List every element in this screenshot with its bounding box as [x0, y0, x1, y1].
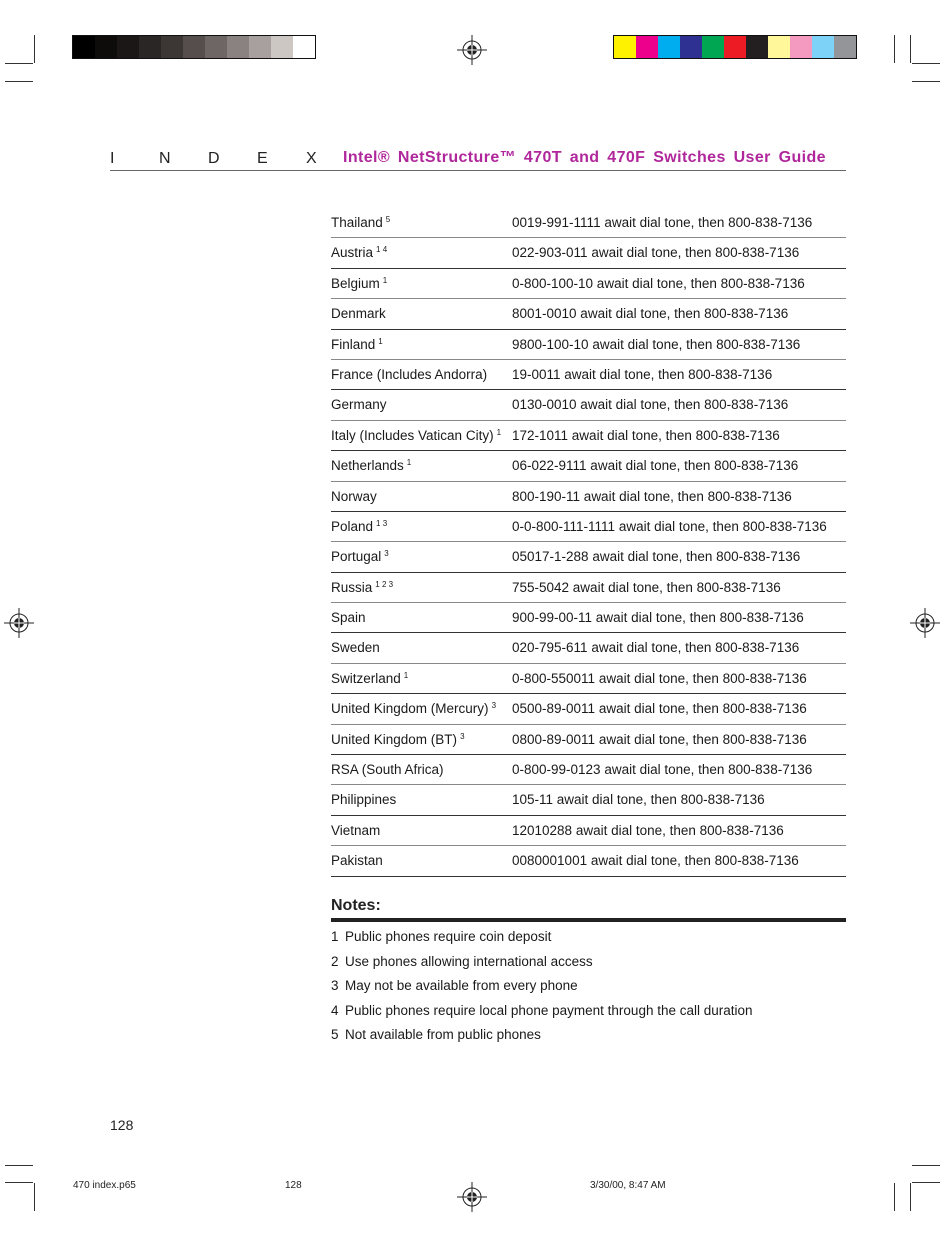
index-letter: X — [306, 150, 317, 167]
country-cell — [331, 853, 386, 868]
table-row — [331, 694, 846, 724]
footnote-ref: 1 — [403, 670, 409, 680]
color-swatch — [117, 36, 139, 58]
country-cell — [331, 732, 465, 747]
footnote-ref: 1 4 — [376, 245, 388, 255]
notes-list — [331, 929, 753, 1052]
dial-code-cell: 06-022-9111 await dial tone, then 800-838-7136 — [512, 458, 799, 474]
registration-mark-icon — [457, 35, 487, 65]
table-row — [331, 755, 846, 785]
footnote-ref: 1 — [378, 336, 383, 346]
table-row — [331, 269, 846, 299]
footnote-ref: 1 — [406, 458, 412, 468]
color-bar — [613, 35, 857, 59]
table-row — [331, 451, 846, 481]
color-swatch — [249, 36, 271, 58]
table-row — [331, 603, 846, 633]
dial-code-cell: 0-800-550011 await dial tone, then 800-838-7136 — [512, 670, 807, 686]
table-row — [331, 725, 846, 755]
footnote-ref: 1 — [382, 275, 388, 285]
footnote-ref: 3 — [460, 731, 465, 741]
dial-code-cell: 9800-100-10 await dial tone, then 800-838-7136 — [512, 336, 801, 352]
country-name: RSA (South Africa) — [331, 762, 444, 778]
registration-mark-icon — [4, 608, 34, 638]
dial-code-cell: 0800-89-0011 await dial tone, then 800-838-7136 — [512, 731, 807, 747]
slug-timestamp: 3/30/00, 8:47 AM — [590, 1180, 666, 1191]
table-row — [331, 573, 846, 603]
color-swatch — [702, 36, 724, 58]
table-row — [331, 299, 846, 329]
color-swatch — [227, 36, 249, 58]
table-row — [331, 330, 846, 360]
note-text: May not be available from every phone — [345, 978, 578, 994]
table-row — [331, 390, 846, 420]
country-name: Philippines — [331, 792, 397, 808]
registration-mark-icon — [457, 1182, 487, 1212]
country-name: Thailand — [331, 215, 383, 230]
note-item — [331, 929, 753, 954]
footnote-ref: 3 — [384, 549, 389, 559]
dial-code-cell: 0080001001 await dial tone, then 800-838-7136 — [512, 853, 799, 869]
dial-code-cell: 172-1011 await dial tone, then 800-838-7136 — [512, 427, 780, 443]
country-cell — [331, 458, 411, 473]
country-name: Vietnam — [331, 822, 381, 838]
footnote-ref: 5 — [385, 215, 391, 224]
color-swatch — [293, 36, 315, 58]
country-name: Italy (Includes Vatican City) — [331, 427, 494, 443]
crop-mark — [34, 1183, 35, 1211]
guide-title: Intel® NetStructure™ 470T and 470F Switches User Guide — [343, 149, 826, 166]
color-swatch — [834, 36, 856, 58]
country-cell — [331, 580, 393, 595]
table-row — [331, 664, 846, 694]
crop-mark — [912, 81, 940, 82]
country-name: Pakistan — [331, 853, 383, 869]
table-row — [331, 208, 846, 238]
color-swatch — [161, 36, 183, 58]
table-row — [331, 846, 846, 876]
index-label — [110, 150, 355, 168]
footnote-ref: 3 — [491, 701, 497, 711]
dial-code-cell: 0-800-99-0123 await dial tone, then 800-838-7136 — [512, 762, 813, 778]
color-swatch — [95, 36, 117, 58]
country-cell — [331, 306, 389, 321]
country-name: Sweden — [331, 640, 380, 656]
crop-mark — [910, 1183, 911, 1211]
crop-mark — [912, 1182, 940, 1183]
note-text: Public phones require local phone payment through the call duration — [345, 1002, 753, 1018]
country-cell — [331, 215, 390, 230]
color-swatch — [724, 36, 746, 58]
slug-page: 128 — [285, 1180, 302, 1191]
dial-code-cell: 0130-0010 await dial tone, then 800-838-7136 — [512, 397, 789, 413]
dial-code-cell: 8001-0010 await dial tone, then 800-838-7136 — [512, 306, 789, 322]
color-swatch — [746, 36, 768, 58]
footnote-ref: 1 3 — [376, 518, 388, 528]
dial-code-cell: 755-5042 await dial tone, then 800-838-7136 — [512, 579, 781, 595]
color-swatch — [139, 36, 161, 58]
note-item — [331, 1027, 753, 1052]
country-name: Finland — [331, 336, 376, 352]
crop-mark — [5, 1182, 33, 1183]
color-swatch — [790, 36, 812, 58]
country-cell — [331, 823, 383, 838]
country-cell — [331, 519, 387, 534]
country-cell — [331, 610, 369, 625]
dial-code-cell: 0-800-100-10 await dial tone, then 800-838-7136 — [512, 275, 805, 291]
dial-code-cell: 12010288 await dial tone, then 800-838-7136 — [512, 822, 784, 838]
crop-mark — [5, 81, 33, 82]
country-cell — [331, 367, 490, 382]
table-row — [331, 633, 846, 663]
color-swatch — [812, 36, 834, 58]
page-number: 128 — [110, 1117, 134, 1133]
grayscale-bar — [72, 35, 316, 59]
country-name: Netherlands — [331, 458, 404, 474]
country-name: Belgium — [331, 275, 380, 291]
crop-mark — [5, 63, 33, 64]
crop-mark — [5, 1165, 33, 1166]
country-cell — [331, 701, 496, 716]
note-item — [331, 1003, 753, 1028]
note-text: Not available from public phones — [345, 1027, 541, 1043]
footnote-ref: 1 2 3 — [375, 579, 394, 589]
dial-code-cell: 0-0-800-111-1111 await dial tone, then 800-838-7136 — [512, 518, 827, 534]
dial-code-cell: 0019-991-1111 await dial tone, then 800-838-7136 — [512, 215, 813, 230]
crop-mark — [894, 1183, 895, 1211]
header-rule — [110, 170, 846, 171]
country-cell — [331, 397, 390, 412]
dial-code-cell: 022-903-011 await dial tone, then 800-838-7136 — [512, 245, 800, 261]
index-letter: N — [159, 150, 171, 167]
notes-heading: Notes: — [331, 897, 381, 914]
country-cell — [331, 640, 383, 655]
table-row — [331, 816, 846, 846]
country-name: Russia — [331, 579, 373, 595]
color-swatch — [183, 36, 205, 58]
country-name: Poland — [331, 518, 374, 534]
country-name: Austria — [331, 245, 374, 261]
color-swatch — [271, 36, 293, 58]
country-name: United Kingdom (Mercury) — [331, 701, 489, 717]
country-name: Portugal — [331, 549, 382, 565]
registration-mark-icon — [910, 608, 940, 638]
table-row — [331, 360, 846, 390]
country-cell — [331, 276, 387, 291]
note-text: Public phones require coin deposit — [345, 929, 552, 944]
note-text: Use phones allowing international access — [345, 953, 593, 969]
country-cell — [331, 549, 389, 564]
crop-mark — [912, 63, 940, 64]
note-number: 3 — [331, 978, 339, 994]
table-row — [331, 238, 846, 268]
dial-code-cell: 19-0011 await dial tone, then 800-838-7136 — [512, 366, 773, 382]
dial-code-cell: 900-99-00-11 await dial tone, then 800-838-7136 — [512, 610, 804, 626]
country-cell — [331, 489, 380, 504]
color-swatch — [680, 36, 702, 58]
crop-mark — [894, 35, 895, 63]
note-item — [331, 978, 753, 1003]
color-swatch — [636, 36, 658, 58]
note-number: 1 — [331, 929, 339, 944]
crop-mark — [34, 35, 35, 63]
country-cell — [331, 792, 399, 807]
note-number: 5 — [331, 1027, 339, 1043]
country-cell — [331, 245, 387, 260]
country-cell — [331, 428, 501, 443]
dial-code-cell: 020-795-611 await dial tone, then 800-838-7136 — [512, 640, 800, 656]
country-cell — [331, 762, 447, 777]
country-name: Germany — [331, 397, 387, 413]
color-swatch — [73, 36, 95, 58]
color-swatch — [205, 36, 227, 58]
color-swatch — [768, 36, 790, 58]
country-name: Spain — [331, 610, 366, 626]
country-name: France (Includes Andorra) — [331, 366, 488, 382]
slug-filename: 470 index.p65 — [73, 1180, 136, 1191]
note-number: 2 — [331, 953, 339, 969]
index-letter: E — [257, 150, 268, 167]
table-row — [331, 512, 846, 542]
country-name: United Kingdom (BT) — [331, 731, 458, 747]
dial-code-cell: 0500-89-0011 await dial tone, then 800-838-7136 — [512, 701, 807, 717]
country-cell — [331, 337, 383, 352]
crop-mark — [910, 35, 911, 63]
dialing-code-table — [331, 208, 846, 877]
notes-rule — [331, 918, 846, 922]
country-name: Norway — [331, 488, 377, 504]
dial-code-cell: 105-11 await dial tone, then 800-838-7136 — [512, 792, 765, 808]
note-item — [331, 954, 753, 979]
table-row — [331, 421, 846, 451]
dial-code-cell: 05017-1-288 await dial tone, then 800-838-7136 — [512, 549, 801, 565]
table-row — [331, 542, 846, 572]
footnote-ref: 1 — [496, 427, 502, 437]
note-number: 4 — [331, 1002, 339, 1018]
crop-mark — [912, 1165, 940, 1166]
dial-code-cell: 800-190-11 await dial tone, then 800-838-7136 — [512, 488, 792, 504]
country-cell — [331, 671, 408, 686]
country-name: Denmark — [331, 306, 386, 322]
color-swatch — [658, 36, 680, 58]
country-name: Switzerland — [331, 670, 401, 686]
table-row — [331, 785, 846, 815]
color-swatch — [614, 36, 636, 58]
index-letter: D — [208, 150, 220, 167]
table-row — [331, 482, 846, 512]
index-letter: I — [110, 150, 115, 167]
